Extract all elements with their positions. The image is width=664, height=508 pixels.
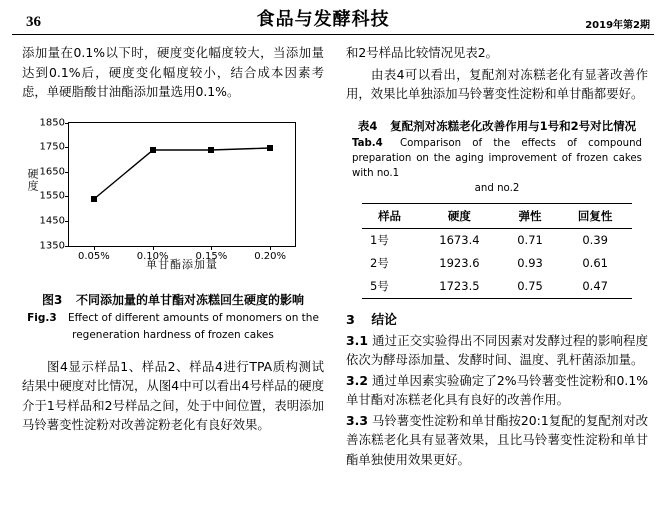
table-cell: 2号 [370, 255, 389, 270]
table-cell: 1923.6 [439, 255, 480, 270]
table-cell: 5号 [362, 275, 417, 299]
chart-ytick: 1750 [39, 141, 65, 153]
section-title: 结论 [371, 312, 397, 328]
section-heading-conclusion [346, 309, 648, 328]
table-header-cell: 回复性 [558, 203, 632, 228]
table-cell: 0.93 [517, 255, 543, 270]
table-cell: 0.39 [582, 232, 608, 247]
content-columns [0, 35, 664, 470]
conclusion-item-2 [346, 371, 648, 410]
left-paragraph-1: 添加量在0.1%以下时，硬度变化幅度较大，当添加量达到0.1%后，硬度变化幅度较小，结合成本因素考虑，单硬脂酸甘油酯添加量选用0.1%。 [22, 45, 324, 99]
figure-caption-text: 不同添加量的单甘酯对冻糕回生硬度的影响 [76, 292, 305, 307]
table-title-label: 表4 [357, 118, 378, 133]
figure-caption-en-label: Fig.3 [27, 311, 57, 324]
table-cell: 0.47 [558, 275, 632, 299]
figure-caption-label: 图3 [41, 292, 63, 307]
chart-xtick: 0.05% [77, 250, 110, 262]
table-cell: 0.71 [517, 232, 543, 247]
chart-ytick: 1550 [39, 190, 65, 202]
conclusion-item-text: 通过单因素实验确定了2%马铃薯变性淀粉和0.1%单甘酯对冻糕老化具有良好的改善作用。 [346, 372, 648, 407]
chart-plot [39, 117, 296, 262]
conclusion-item-text: 马铃薯变性淀粉和单甘酯按20:1复配的复配剂对改善冻糕老化具有显著效果，且比马铃薯变性淀粉和单甘酯单独使用效果更好。 [346, 412, 648, 467]
table-header-cell: 弹性 [502, 203, 559, 228]
table-row [362, 275, 632, 299]
conclusion-item-1 [346, 331, 648, 370]
chart-xtick: 0.10% [136, 250, 169, 262]
table-title-en-line3: and no.2 [474, 182, 520, 194]
table-cell: 0.61 [582, 255, 608, 270]
table-cell: 1号 [370, 232, 389, 247]
chart-ytick: 1850 [39, 117, 65, 128]
table-cell: 1723.5 [417, 275, 502, 299]
chart-ytick: 1450 [39, 215, 65, 227]
conclusion-item-number: 3.2 [346, 372, 368, 388]
table-cell: 0.75 [502, 275, 559, 299]
table-title-en-line2: on the aging improvement of frozen cakes with no.1 [352, 152, 642, 179]
left-column [22, 43, 324, 470]
right-column [346, 43, 648, 470]
table-title-en [352, 136, 642, 196]
figure-caption [22, 292, 324, 343]
journal-title: 食品与发酵科技 [256, 9, 390, 30]
figure-caption-en-line2: regeneration hardness of frozen cakes [72, 328, 274, 341]
figure-caption-en [22, 310, 324, 326]
issue-label: 2019年第2期 [585, 20, 650, 31]
figure-caption-en-line1: Effect of different amounts of monomers on the [68, 311, 319, 324]
table-title [346, 118, 648, 196]
section-number: 3 [346, 312, 355, 328]
right-paragraph-2: 由表4可以看出，复配剂对冻糕老化有显著改善作用，效果比单独添加马铃薯变性淀粉和单甘酯都要好。 [346, 66, 648, 101]
conclusion-item-number: 3.3 [346, 412, 368, 428]
conclusion-item-3 [346, 411, 648, 470]
conclusion-item-text: 通过正交实验得出不同因素对发酵过程的影响程度依次为酵母添加量、发酵时间、温度、乳杆菌添加量。 [346, 332, 648, 367]
table-4 [346, 118, 648, 299]
table-header-cell: 硬度 [417, 203, 502, 228]
left-paragraph-2: 图4显示样品1、样品2、样品4进行TPA质构测试结果中硬度对比情况，从图4中可以看出4号样品的硬度介于1号样品和2号样品之间，处于中间位置，表明添加马铃薯变性淀粉对改善淀粉老化有良好效果。 [22, 358, 324, 432]
table-title-en-line1: Comparison of the effects of compound preparation [352, 137, 642, 164]
table-title-text: 复配剂对冻糕老化改善作用与1号和2号对比情况 [390, 118, 637, 133]
chart-series-line [69, 123, 295, 246]
table-header-cell: 样品 [362, 203, 417, 228]
data-table [362, 203, 632, 299]
table-cell: 1673.4 [439, 232, 480, 247]
page-header [0, 0, 664, 34]
right-paragraph-1: 和2号样品比较情况见表2。 [346, 45, 499, 60]
table-row [362, 252, 632, 275]
table-title-en-label: Tab.4 [352, 137, 383, 149]
table-header-row [362, 203, 632, 228]
chart-x-axis-title: 单甘酯添加量 [146, 257, 218, 271]
chart-area [22, 116, 322, 276]
chart-xtick: 0.20% [254, 250, 287, 262]
table-row [362, 228, 632, 252]
conclusion-item-number: 3.1 [346, 332, 368, 348]
chart-xtick: 0.15% [195, 250, 228, 262]
page-number: 36 [26, 14, 41, 30]
chart-ytick: 1650 [39, 166, 65, 178]
chart-ytick: 1350 [39, 240, 65, 251]
chart-y-axis-title: 硬度 [26, 167, 39, 192]
figure-3 [22, 116, 324, 343]
